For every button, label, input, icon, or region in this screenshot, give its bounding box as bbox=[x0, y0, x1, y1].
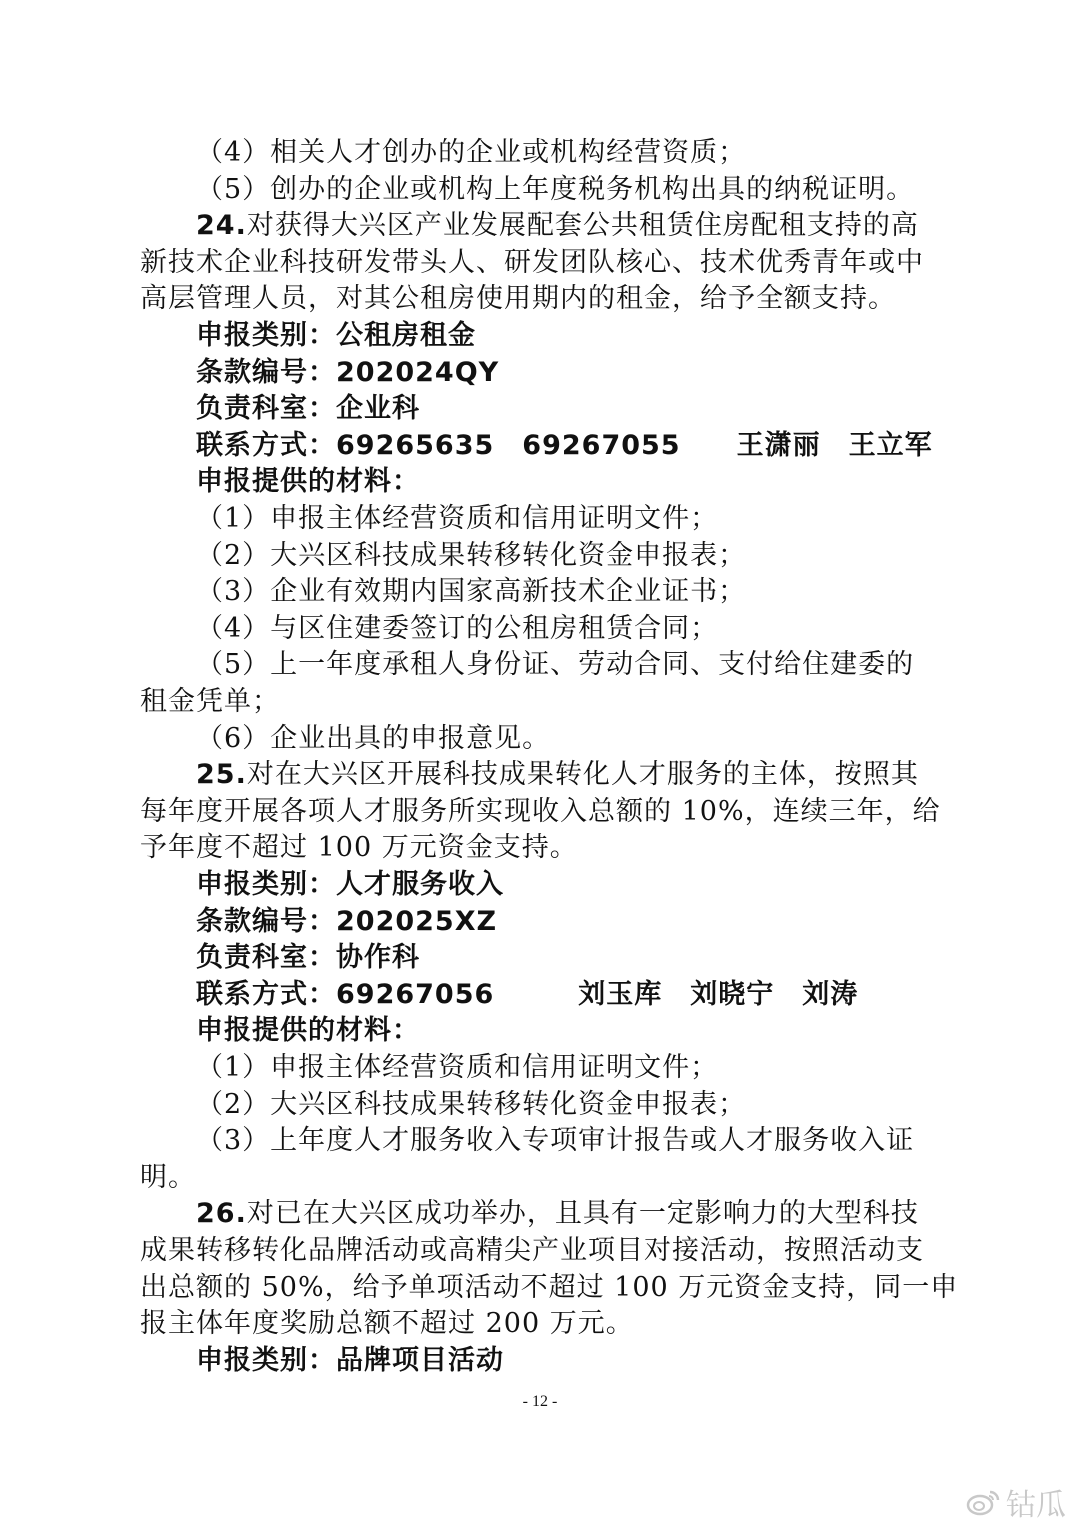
field-value: 69267056 刘玉库 刘晓宁 刘涛 bbox=[336, 978, 859, 1010]
field-label: 联系方式： bbox=[196, 429, 336, 461]
line-text: （3）上年度人才服务收入专项审计报告或人才服务收入证 bbox=[196, 1125, 915, 1157]
list-item bbox=[196, 647, 914, 683]
field-line bbox=[196, 977, 858, 1013]
line-text: 明。 bbox=[140, 1161, 196, 1193]
line-text: （4）与区住建委签订的公租房租赁合同； bbox=[196, 612, 719, 644]
field-value: 202024QY bbox=[336, 356, 500, 388]
clause-number: 26. bbox=[196, 1198, 247, 1230]
paragraph-line bbox=[196, 757, 919, 793]
field-line bbox=[196, 464, 420, 500]
field-line bbox=[196, 1013, 420, 1049]
line-text: 租金凭单； bbox=[140, 686, 280, 717]
field-label: 申报类别： bbox=[196, 869, 336, 900]
line-text: 对获得大兴区产业发展配套公共租赁住房配租支持的高 bbox=[246, 210, 919, 242]
list-item bbox=[196, 1050, 718, 1086]
line-text: 对已在大兴区成功举办，且具有一定影响力的大型科技 bbox=[246, 1198, 919, 1230]
weibo-logo-icon bbox=[966, 1488, 1000, 1516]
field-line bbox=[196, 428, 933, 464]
field-line bbox=[196, 391, 420, 427]
list-item bbox=[196, 172, 914, 208]
field-line bbox=[196, 904, 497, 940]
field-value: 公租房租金 bbox=[336, 320, 476, 351]
field-value: 协作科 bbox=[336, 942, 420, 974]
line-text: （2）大兴区科技成果转移转化资金申报表； bbox=[196, 1088, 747, 1120]
field-value: 69265635 69267055 王潇丽 王立军 bbox=[336, 429, 933, 461]
clause-number: 24. bbox=[196, 210, 247, 242]
field-value: 人才服务收入 bbox=[336, 869, 504, 900]
field-label: 条款编号： bbox=[196, 905, 336, 937]
line-text: 新技术企业科技研发带头人、研发团队核心、技术优秀青年或中 bbox=[140, 246, 924, 278]
paragraph-line bbox=[140, 794, 941, 830]
field-label: 申报类别： bbox=[196, 320, 336, 351]
paragraph-line bbox=[140, 1233, 924, 1269]
paragraph-line bbox=[140, 1270, 958, 1306]
field-line bbox=[196, 355, 499, 391]
watermark-text: 钴瓜 bbox=[1006, 1488, 1066, 1523]
paragraph-line bbox=[196, 1196, 919, 1232]
list-item bbox=[196, 501, 718, 537]
list-item bbox=[196, 574, 746, 610]
field-label: 申报提供的材料： bbox=[196, 1015, 420, 1047]
list-item bbox=[196, 721, 550, 757]
paragraph-line bbox=[140, 830, 578, 866]
field-value: 202025XZ bbox=[336, 905, 498, 937]
field-label: 申报提供的材料： bbox=[196, 466, 420, 498]
line-text: 出总额的 50%，给予单项活动不超过 100 万元资金支持，同一申 bbox=[140, 1271, 959, 1303]
line-text: 对在大兴区开展科技成果转化人才服务的主体，按照其 bbox=[246, 759, 919, 791]
line-text: （3）企业有效期内国家高新技术企业证书； bbox=[196, 576, 747, 608]
line-text: 成果转移转化品牌活动或高精尖产业项目对接活动，按照活动支 bbox=[140, 1235, 924, 1266]
paragraph-line bbox=[140, 281, 896, 317]
field-value: 企业科 bbox=[336, 393, 420, 425]
line-text: 予年度不超过 100 万元资金支持。 bbox=[140, 832, 578, 864]
field-label: 负责科室： bbox=[196, 942, 336, 974]
clause-number: 25. bbox=[196, 759, 247, 791]
paragraph-line bbox=[140, 245, 924, 281]
field-label: 联系方式： bbox=[196, 978, 336, 1010]
list-item bbox=[196, 538, 746, 574]
field-line bbox=[196, 318, 476, 354]
paragraph-line bbox=[140, 1160, 196, 1196]
line-text: 报主体年度奖励总额不超过 200 万元。 bbox=[140, 1308, 634, 1340]
paragraph-line bbox=[140, 1306, 634, 1342]
line-text: 每年度开展各项人才服务所实现收入总额的 10%，连续三年，给 bbox=[140, 795, 941, 827]
line-text: （1）申报主体经营资质和信用证明文件； bbox=[196, 503, 719, 534]
line-text: （2）大兴区科技成果转移转化资金申报表； bbox=[196, 539, 747, 571]
line-text: 高层管理人员，对其公租房使用期内的租金，给予全额支持。 bbox=[140, 283, 896, 315]
field-label: 申报类别： bbox=[196, 1344, 336, 1376]
field-label: 条款编号： bbox=[196, 356, 336, 388]
field-value: 品牌项目活动 bbox=[336, 1344, 504, 1376]
list-item bbox=[196, 1123, 914, 1159]
list-item bbox=[196, 611, 718, 647]
line-text: （1）申报主体经营资质和信用证明文件； bbox=[196, 1052, 719, 1083]
line-text: （5）上一年度承租人身份证、劳动合同、支付给住建委的 bbox=[196, 649, 915, 681]
field-label: 负责科室： bbox=[196, 393, 336, 425]
list-item bbox=[196, 1087, 746, 1123]
list-item bbox=[196, 135, 746, 171]
watermark bbox=[966, 1480, 1066, 1524]
field-line bbox=[196, 1343, 504, 1379]
paragraph-line bbox=[196, 208, 919, 244]
field-line bbox=[196, 940, 420, 976]
line-text: （5）创办的企业或机构上年度税务机构出具的纳税证明。 bbox=[196, 173, 915, 205]
line-text: （4）相关人才创办的企业或机构经营资质； bbox=[196, 137, 747, 168]
paragraph-line bbox=[140, 684, 280, 720]
page-number: - 12 - bbox=[522, 1393, 558, 1410]
field-line bbox=[196, 867, 504, 903]
line-text: （6）企业出具的申报意见。 bbox=[196, 722, 551, 754]
